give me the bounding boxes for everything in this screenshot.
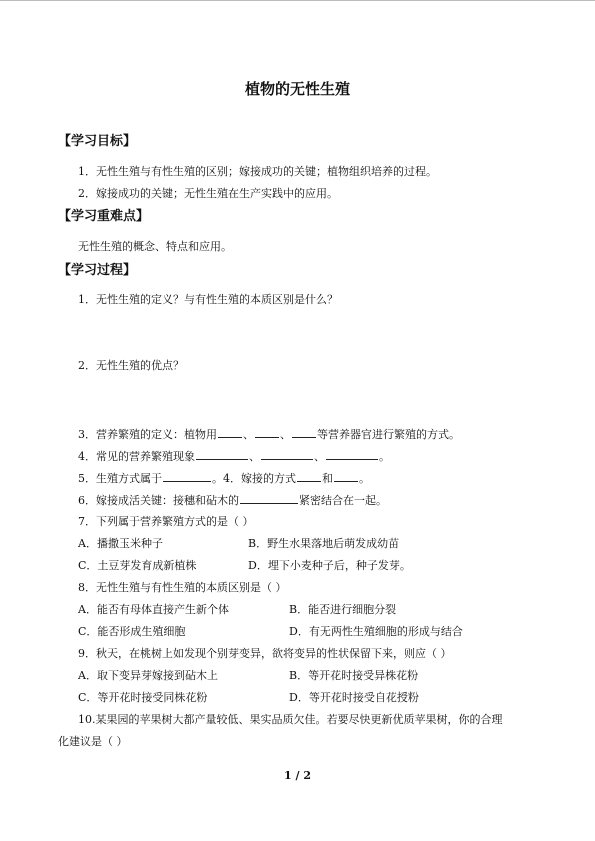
q4-blank-1[interactable] <box>196 449 248 460</box>
q7-option-b: B．野生水果落地后萌发成幼苗 <box>248 537 400 550</box>
q8-option-b: B．能否进行细胞分裂 <box>289 603 397 616</box>
goal-line-1: 1．无性生殖与有性生殖的区别；嫁接成功的关键；植物组织培养的过程。 <box>78 165 437 178</box>
section-key-heading: 【学习重难点】 <box>58 209 150 224</box>
q9-option-d: D．等开花时接受自花授粉 <box>289 691 419 704</box>
q7-option-d: D．埋下小麦种子后，种子发芽。 <box>248 559 411 572</box>
page-number: 1 / 2 <box>284 769 311 782</box>
question-8-stem: 8．无性生殖与有性生殖的本质区别是（ ） <box>78 581 287 594</box>
q6-text-b: 紧密结合在一起。 <box>299 494 387 507</box>
section-process-heading: 【学习过程】 <box>58 263 137 278</box>
q4-blank-2[interactable] <box>261 449 313 460</box>
q3-sep-2: 、 <box>280 428 291 441</box>
q3-blank-2[interactable] <box>255 427 279 438</box>
q7-option-a: A．播撒玉米种子 <box>78 537 163 550</box>
q4-sep-1: 、 <box>249 450 260 463</box>
q5-text-b: 。4．嫁接的方式 <box>212 472 296 485</box>
q3-text-a: 3．营养繁殖的定义：植物用 <box>78 428 217 441</box>
q3-blank-1[interactable] <box>218 427 242 438</box>
q6-text-a: 6．嫁接成活关键：接穗和砧木的 <box>78 494 239 507</box>
q5-blank-1[interactable] <box>163 471 211 482</box>
question-7-stem: 7．下列属于营养繁殖方式的是（ ） <box>78 515 254 528</box>
page-title: 植物的无性生殖 <box>244 80 350 98</box>
q4-text-d: 。 <box>379 450 390 463</box>
q6-blank-1[interactable] <box>240 493 298 504</box>
q9-option-a: A．取下变异芽嫁接到砧木上 <box>78 669 218 682</box>
q4-blank-3[interactable] <box>326 449 378 460</box>
q5-blank-3[interactable] <box>334 471 358 482</box>
question-1: 1．无性生殖的定义？与有性生殖的本质区别是什么？ <box>78 293 338 306</box>
q3-blank-3[interactable] <box>292 427 316 438</box>
question-4 <box>78 449 390 464</box>
q4-text-a: 4．常见的营养繁殖现象 <box>78 450 195 463</box>
q3-sep-1: 、 <box>243 428 254 441</box>
question-3 <box>78 427 460 442</box>
q5-blank-2[interactable] <box>297 471 321 482</box>
q8-option-c: C．能否形成生殖细胞 <box>78 625 186 638</box>
key-text: 无性生殖的概念、特点和应用。 <box>78 240 232 253</box>
question-2: 2．无性生殖的优点？ <box>78 359 184 372</box>
question-9-stem: 9．秋天，在桃树上如发现个别芽变异，欲将变异的性状保留下来，则应（ ） <box>78 647 452 660</box>
q3-text-d: 等营养器官进行繁殖的方式。 <box>317 428 460 441</box>
question-10-line-2: 化建议是（ ） <box>58 735 128 748</box>
q7-option-c: C．土豆芽发育成新植株 <box>78 559 197 572</box>
q8-option-d: D．有无两性生殖细胞的形成与结合 <box>289 625 463 638</box>
q5-text-c: 和 <box>322 472 333 485</box>
q8-option-a: A．能否有母体直接产生新个体 <box>78 603 229 616</box>
q5-text-a: 5．生殖方式属于 <box>78 472 162 485</box>
q5-text-d: 。 <box>359 472 370 485</box>
q4-sep-2: 、 <box>314 450 325 463</box>
goal-line-2: 2．嫁接成功的关键；无性生殖在生产实践中的应用。 <box>78 187 338 200</box>
question-5 <box>78 471 370 486</box>
question-10-line-1: 10.某果园的苹果树大都产量较低、果实品质欠佳。若要尽快更新优质苹果树，你的合理 <box>78 713 503 726</box>
top-rule <box>0 0 595 1</box>
q9-option-c: C．等开花时接受同株花粉 <box>78 691 208 704</box>
section-goals-heading: 【学习目标】 <box>58 134 137 149</box>
q9-option-b: B．等开花时接受异株花粉 <box>289 669 419 682</box>
question-6 <box>78 493 387 508</box>
